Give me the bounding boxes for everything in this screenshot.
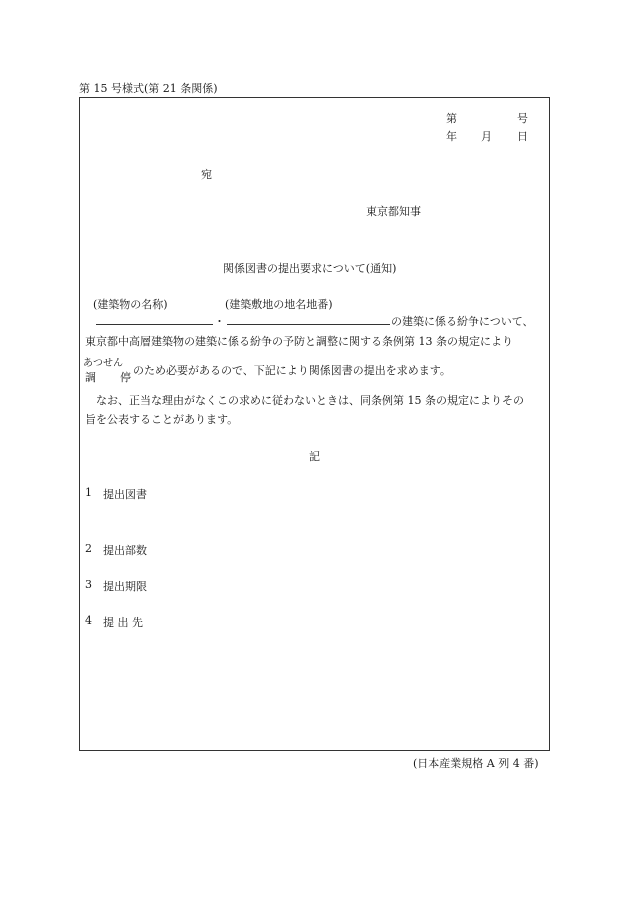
date-year: 年 (446, 130, 457, 143)
chotei-char-1: 調 (85, 371, 96, 384)
furigana-assen: あつせん (83, 358, 123, 369)
sender: 東京都知事 (366, 205, 421, 218)
date-day: 日 (517, 130, 528, 143)
doc-number-prefix: 第 (446, 112, 457, 125)
body-line1-tail: の建築に係る紛争について、 (391, 315, 534, 328)
date-month: 月 (481, 130, 492, 143)
form-number: 第 15 号様式(第 21 条関係) (79, 82, 218, 95)
item-4-label: 提 出 先 (103, 616, 143, 629)
item-4-number: 4 (85, 614, 92, 627)
doc-number-suffix: 号 (517, 112, 528, 125)
site-address-blank[interactable] (227, 324, 390, 325)
building-name-blank[interactable] (96, 324, 213, 325)
chotei-char-2: 停 (120, 371, 131, 384)
separator-dot: ・ (214, 315, 225, 328)
footer-paper-size: (日本産業規格 A 列 4 番) (413, 757, 539, 770)
body-line2: 東京都中高層建築物の建築に係る紛争の予防と調整に関する条例第 13 条の規定により (85, 335, 513, 348)
body-line3-tail: のため必要があるので、下記により関係図書の提出を求めます。 (133, 364, 451, 377)
item-1-label: 提出図書 (103, 488, 147, 501)
item-3-label: 提出期限 (103, 580, 147, 593)
addressee-suffix: 宛 (201, 168, 212, 181)
item-2-label: 提出部数 (103, 544, 147, 557)
document-title: 関係図書の提出要求について(通知) (223, 262, 397, 275)
body-para2-line1: なお、正当な理由がなくこの求めに従わないときは、同条例第 15 条の規定によりその (96, 394, 524, 407)
site-address-label: (建築敷地の地名地番) (225, 298, 333, 311)
body-para2-line2: 旨を公表することがあります。 (85, 413, 239, 426)
item-3-number: 3 (85, 578, 92, 591)
ki-heading: 記 (309, 450, 320, 463)
item-2-number: 2 (85, 542, 92, 555)
building-name-label: (建築物の名称) (93, 298, 168, 311)
item-1-number: 1 (85, 486, 92, 499)
